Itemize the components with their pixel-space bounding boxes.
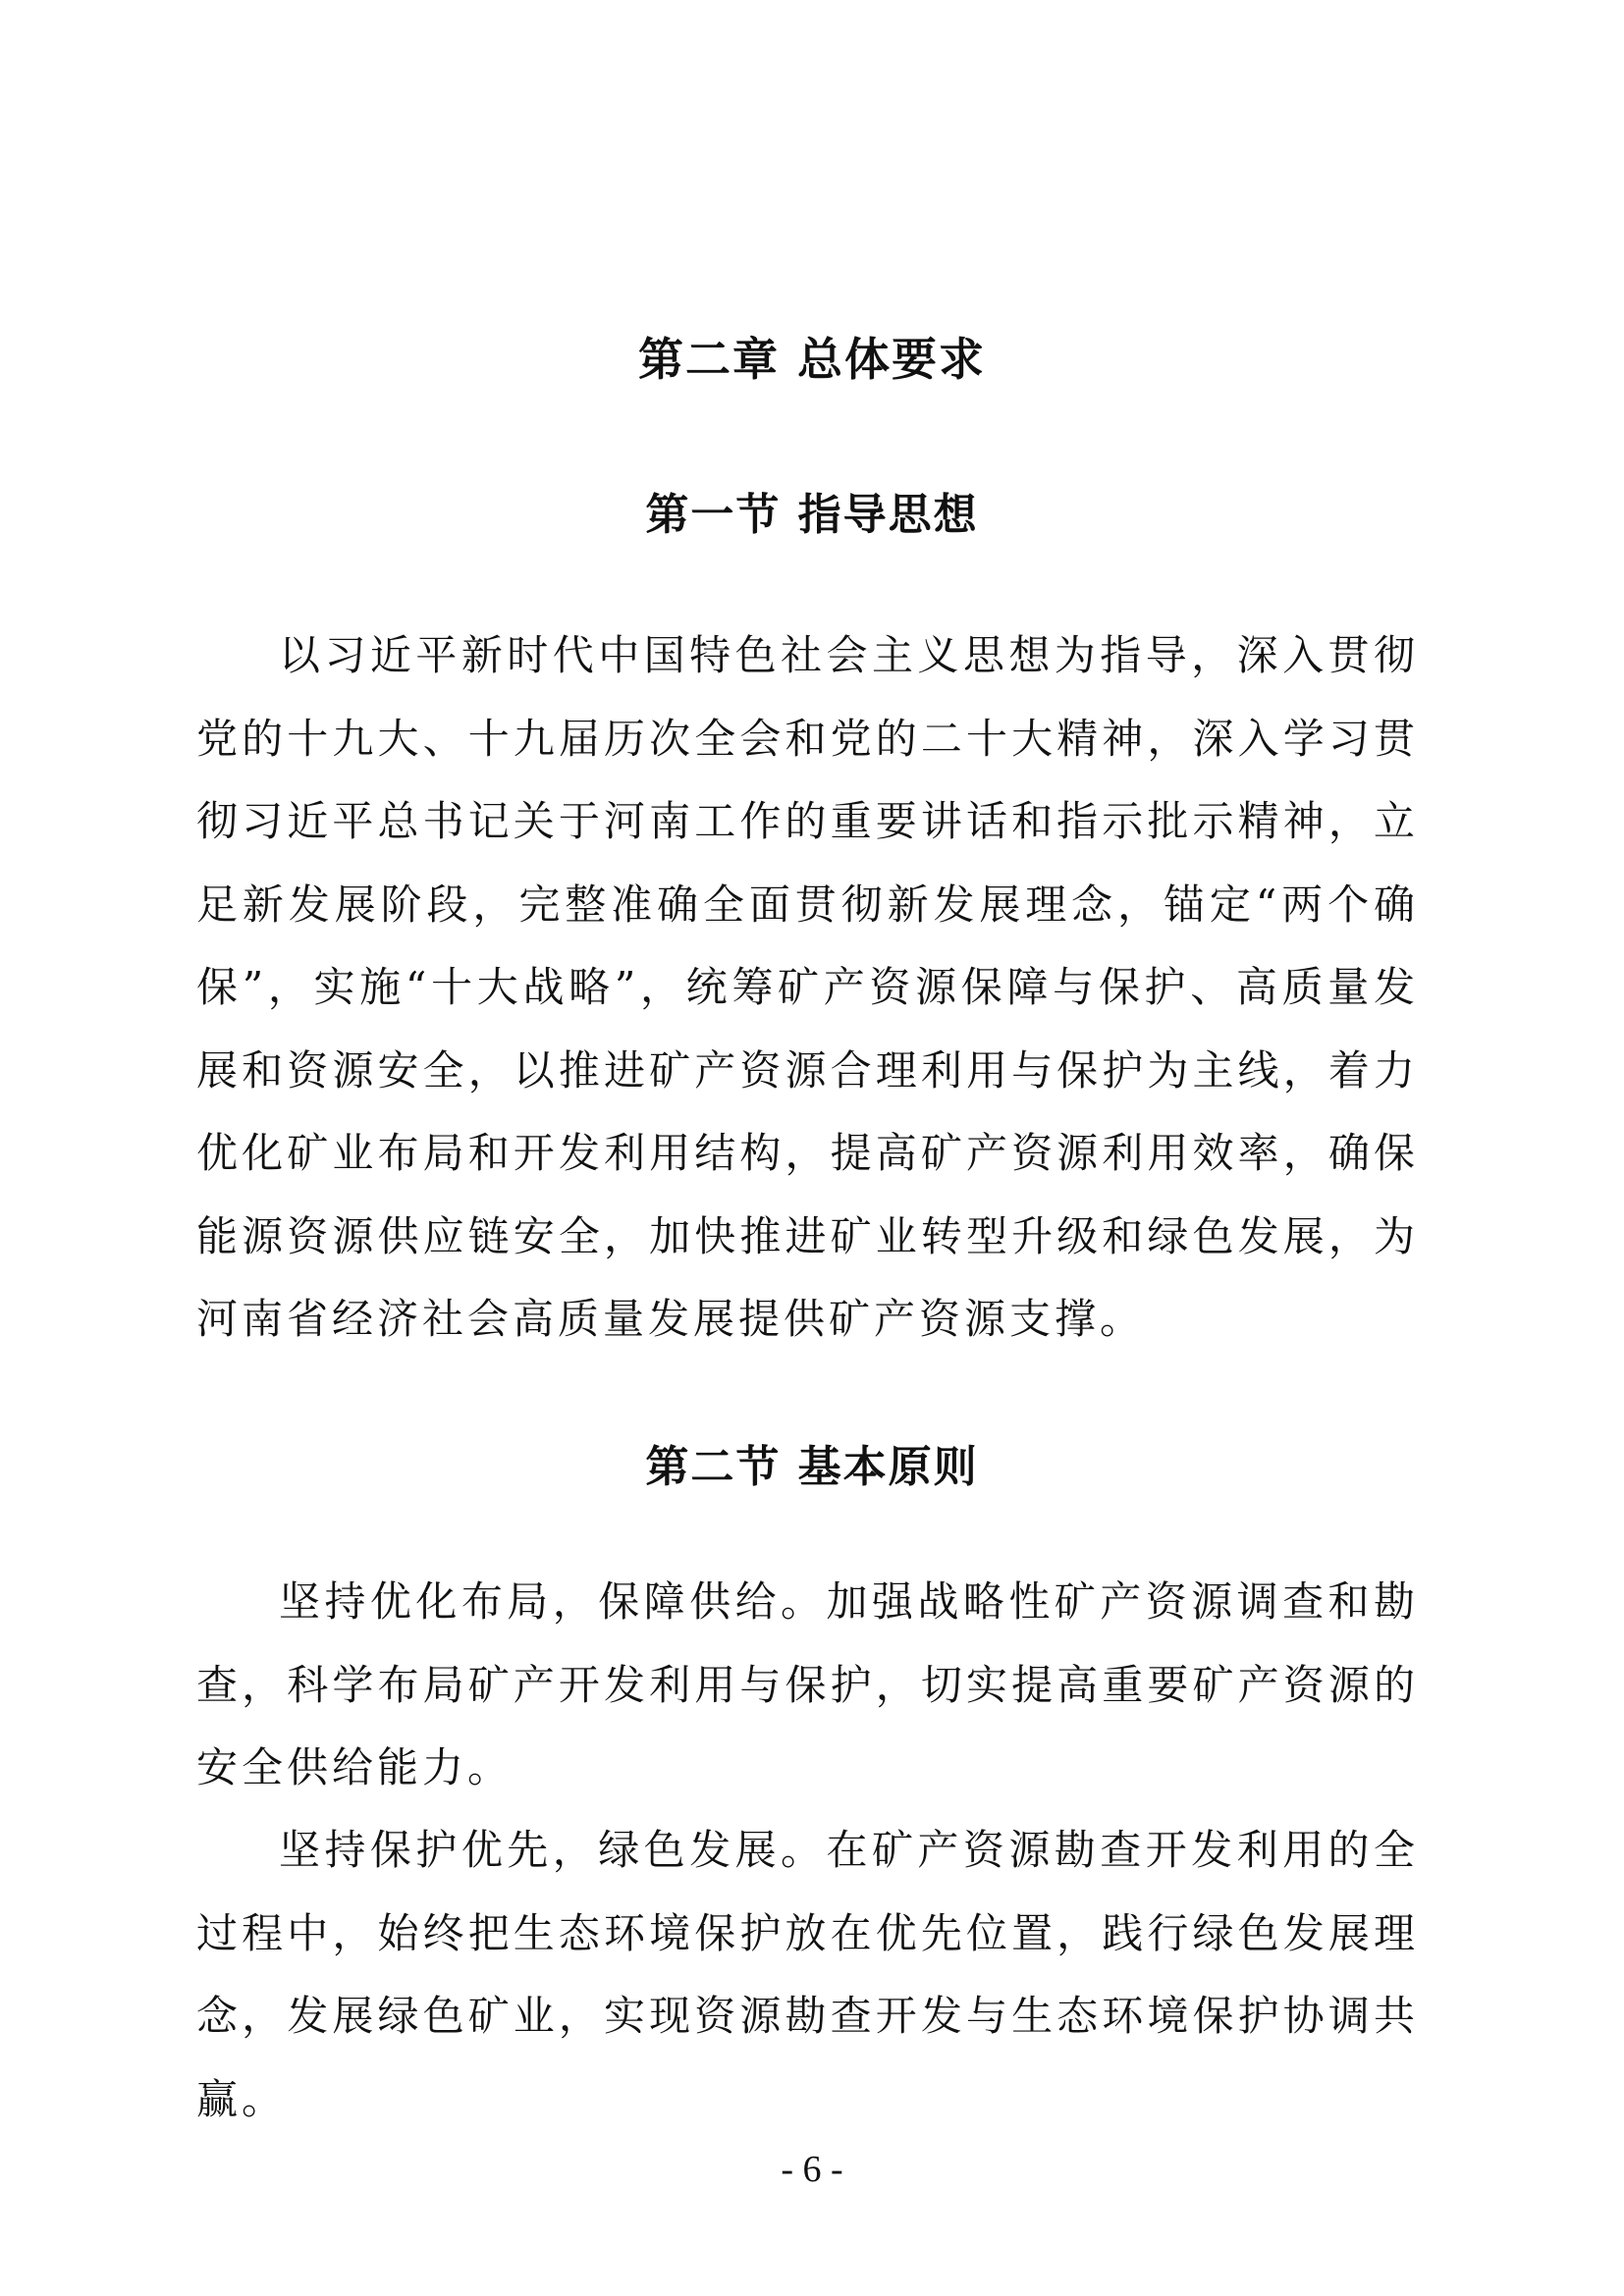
page-number: - 6 - (781, 2149, 843, 2190)
chapter-title: 第二章 总体要求 (637, 333, 986, 386)
section-title-guiding-ideology: 第一节 指导思想 (645, 490, 979, 540)
paragraph-principle-green-development: 坚持保护优先，绿色发展。在矿产资源勘查开发利用的全过程中，始终把生态环境保护放在优先位置，践行绿色发展理念，发展绿色矿业，实现资源勘查开发与生态环境保护协调共赢。 (196, 1826, 1419, 2123)
paragraph-principle-layout-supply: 坚持优化布局，保障供给。加强战略性矿产资源调查和勘查，科学布局矿产开发利用与保护，切实提高重要矿产资源的安全供给能力。 (196, 1577, 1419, 1791)
paragraph-guiding-ideology: 以习近平新时代中国特色社会主义思想为指导，深入贯彻党的十九大、十九届历次全会和党的二十大精神，深入学习贯彻习近平总书记关于河南工作的重要讲话和指示批示精神，立足新发展阶段，完整准确全面贯彻新发展理念，锚定“两个确保”，实施“十大战略”，统筹矿产资源保障与保护、高质量发展和资源安全，以推进矿产资源合理利用与保护为主线，着力优化矿业布局和开发利用结构，提高矿产资源利用效率，确保能源资源供应链安全，加快推进矿业转型升级和绿色发展，为河南省经济社会高质量发展提供矿产资源支撑。 (196, 631, 1419, 1343)
section-title-basic-principles: 第二节 基本原则 (645, 1442, 979, 1492)
